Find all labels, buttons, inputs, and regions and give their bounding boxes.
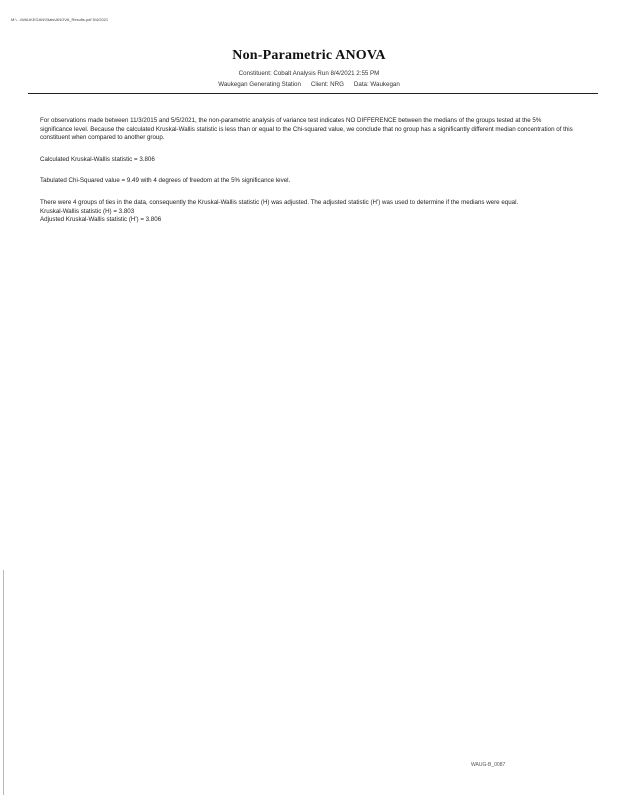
site-name: Waukegan Generating Station <box>218 81 301 88</box>
report-body <box>40 117 575 225</box>
page-header-path: M:\...\WAUKEGAN\Stats\ANOVA_Results.pdf 5/4/2021 <box>11 17 109 22</box>
document-id: WAUG-B_0087 <box>471 762 506 768</box>
header-divider <box>28 93 598 94</box>
client-name: Client: NRG <box>310 81 344 88</box>
tabulated-chi-line: Tabulated Chi-Squared value = 9.49 with 4 degrees of freedom at the 5% significance level. <box>40 177 291 185</box>
report-meta-line-1: Constituent: Cobalt Analysis Run 8/4/2021 2:55 PM <box>238 70 380 77</box>
report-title: Non-Parametric ANOVA <box>232 48 386 63</box>
conclusion-paragraph: For observations made between 11/3/2015 and 5/5/2021, the non-parametric analysis of variance test indicates NO DIFFERENCE between the medians of the groups tested at the 5% significance level. Because the calculated Kruskal-Wallis statistic is less than or equal to the Chi-squared value, we conclude that no group has a significantly different median concentration of this constituent when compared to another group. <box>40 117 573 142</box>
adjusted-kw-statistic-line: Adjusted Kruskal-Wallis statistic (H') = 3.806 <box>40 216 162 224</box>
ties-note: There were 4 groups of ties in the data, consequently the Kruskal-Wallis statistic (H) was adjusted. The adjusted statistic (H') was used to determine if the medians were equal. <box>40 198 519 206</box>
report-meta-line-2 <box>0 81 618 88</box>
kw-statistic-line: Kruskal-Wallis statistic (H) = 3.803 <box>40 207 135 215</box>
calculated-kw-line: Calculated Kruskal-Wallis statistic = 3.806 <box>40 155 155 163</box>
data-source: Data: Waukegan <box>353 81 400 88</box>
left-margin-line <box>3 570 4 795</box>
